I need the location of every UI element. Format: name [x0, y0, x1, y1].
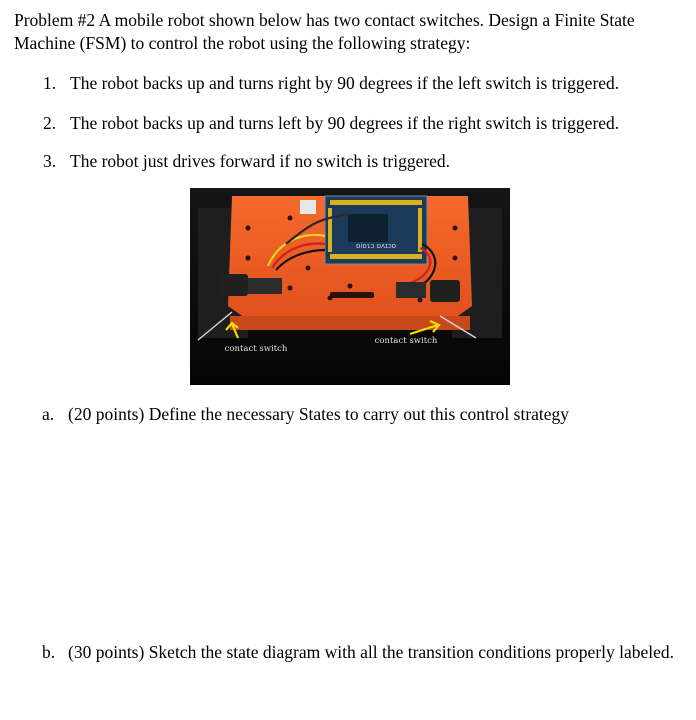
- right-switch-label: contact switch: [374, 336, 438, 346]
- robot-illustration: [190, 188, 510, 385]
- robot-photo: [190, 188, 510, 385]
- question-label: a.: [42, 404, 55, 424]
- item-number: 3.: [43, 151, 57, 171]
- item-text: The robot backs up and turns left by 90 degrees if the right switch is triggered.: [70, 113, 620, 133]
- board-header-bottom: [330, 254, 422, 259]
- board-label: ɒiɒɿɔ ɒʌɪɔɒ: [355, 242, 397, 250]
- right-motor: [430, 280, 460, 302]
- question-text: (30 points) Sketch the state diagram with all the transition conditions properly labeled.: [68, 642, 675, 662]
- problem-intro: Problem #2 A mobile robot shown below has two contact switches. Design a Finite State Machine (FSM) to control the robot using the following strategy:: [14, 10, 635, 53]
- item-number: 2.: [43, 113, 57, 133]
- left-motor: [218, 274, 248, 296]
- item-text: The robot just drives forward if no switch is triggered.: [70, 151, 451, 171]
- small-pcb: [300, 200, 316, 214]
- item-number: 1.: [43, 73, 57, 93]
- question-label: b.: [42, 642, 56, 662]
- board-header-left: [328, 208, 332, 252]
- chassis-slot: [330, 292, 374, 298]
- board-header-top: [330, 200, 422, 205]
- left-switch-housing: [248, 278, 282, 294]
- question-text: (20 points) Define the necessary States to carry out this control strategy: [68, 404, 570, 424]
- board-chip: [348, 214, 388, 242]
- board-header-right: [418, 208, 422, 252]
- right-switch-housing: [396, 282, 426, 298]
- item-text: The robot backs up and turns right by 90 degrees if the left switch is triggered.: [70, 73, 620, 93]
- left-switch-label: contact switch: [224, 344, 288, 354]
